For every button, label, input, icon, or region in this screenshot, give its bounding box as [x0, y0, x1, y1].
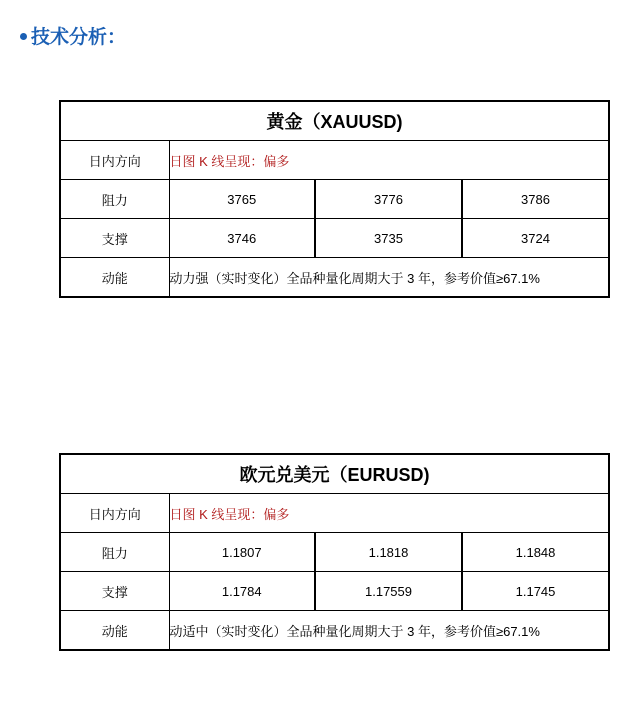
support-1: 3746: [169, 219, 315, 258]
support-2: 3735: [315, 219, 462, 258]
resistance-1: 1.1807: [169, 533, 315, 572]
support-2: 1.17559: [315, 572, 462, 611]
momentum-value: 动力强（实时变化）全品种量化周期大于 3 年，参考价值≥67.1%: [169, 258, 609, 298]
resistance-1: 3765: [169, 180, 315, 219]
support-label: 支撑: [60, 572, 169, 611]
trend-value: 日图 K 线呈现：偏多: [169, 494, 609, 533]
resistance-label: 阻力: [60, 533, 169, 572]
support-3: 3724: [462, 219, 609, 258]
momentum-label: 动能: [60, 611, 169, 651]
trend-value: 日图 K 线呈现：偏多: [169, 141, 609, 180]
resistance-2: 1.1818: [315, 533, 462, 572]
resistance-3: 3786: [462, 180, 609, 219]
eurusd-analysis-table: [59, 453, 610, 651]
resistance-2: 3776: [315, 180, 462, 219]
resistance-label: 阻力: [60, 180, 169, 219]
trend-label: 日内方向: [60, 494, 169, 533]
section-heading: [20, 22, 126, 49]
table-title: 黄金（XAUUSD): [60, 101, 609, 141]
table-title: 欧元兑美元（EURUSD): [60, 454, 609, 494]
trend-label: 日内方向: [60, 141, 169, 180]
resistance-3: 1.1848: [462, 533, 609, 572]
momentum-value: 动适中（实时变化）全品种量化周期大于 3 年，参考价值≥67.1%: [169, 611, 609, 651]
support-label: 支撑: [60, 219, 169, 258]
gold-analysis-table: [59, 100, 610, 298]
momentum-label: 动能: [60, 258, 169, 298]
bullet-icon: [20, 33, 27, 40]
support-3: 1.1745: [462, 572, 609, 611]
section-heading-text: 技术分析：: [31, 27, 127, 48]
support-1: 1.1784: [169, 572, 315, 611]
